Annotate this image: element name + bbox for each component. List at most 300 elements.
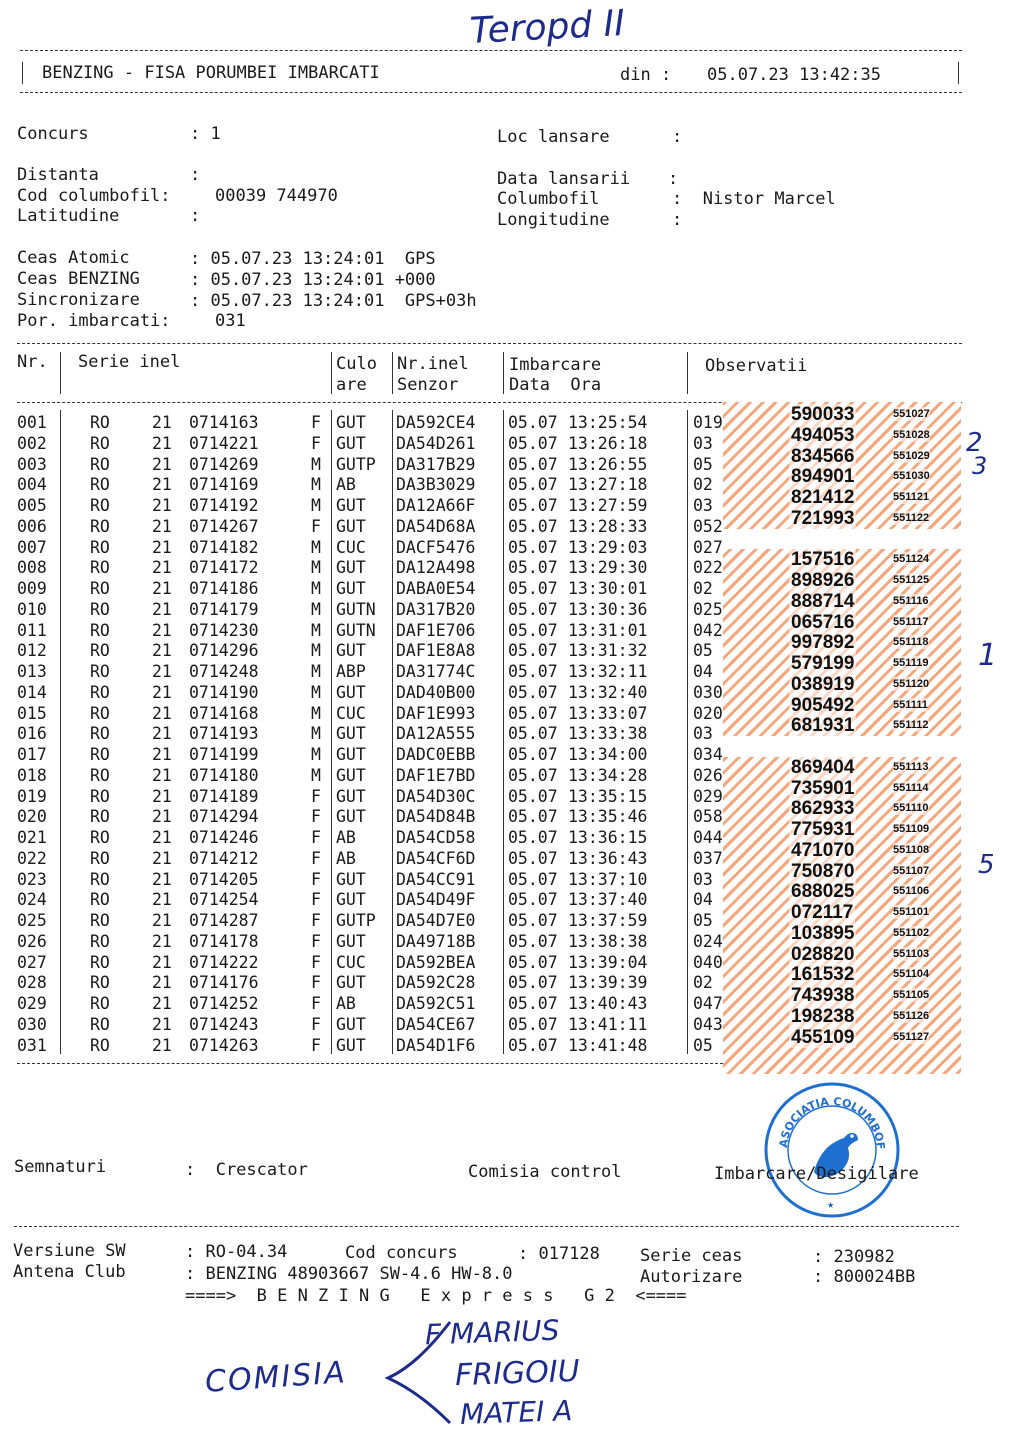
cell-an: 21 [152,911,172,930]
sticker-number: 869404 [791,756,855,778]
cell-senzor: DA12A66F [396,496,476,515]
cell-sex: F [311,807,321,827]
ceas-atomic-label: Ceas Atomic [17,248,130,268]
svg-text:★: ★ [827,1197,835,1211]
cell-nr: 030 [17,1014,47,1034]
cell-tara: RO [90,952,110,972]
sticker-number: 494053 [791,424,855,446]
cell-culoare: GUT [336,1014,366,1034]
cell-tara: RO [90,620,110,640]
cell-tara: RO [90,433,110,453]
cell-senzor: DA54D49F [396,890,476,910]
cell-obs: 047 [693,994,723,1013]
cell-senzor: DA54D261 [396,433,476,453]
cell-nr: 027 [17,952,47,972]
cell-senzor: DA54D7E0 [396,911,476,930]
cell-tara: RO [90,558,110,578]
hdr-sep-5 [687,352,688,394]
cell-senzor: DA54CE67 [396,1014,476,1034]
commission-name-3: MATEI A [459,1394,573,1431]
ring-sticker [723,591,961,612]
cell-sex: M [311,475,321,495]
cell-inel: 0714221 [189,433,259,453]
sticker-number: 821412 [791,487,855,508]
cell-data: 05.07 [508,413,558,432]
cell-senzor: DA49718B [396,931,476,951]
cell-ora: 13:31:32 [568,641,648,661]
cell-senzor: DADC0EBB [396,745,476,764]
ring-sticker [723,881,961,902]
cell-an: 21 [152,641,172,661]
cell-sex: F [311,911,321,930]
sticker-number: 681931 [791,715,855,737]
col-header-imbarcare-1: Imbarcare [509,355,602,375]
cell-ora: 13:31:01 [568,620,648,640]
sticker-serial: 551120 [893,677,930,690]
cell-obs: 020 [693,703,723,723]
cell-obs: 02 [693,973,713,993]
cell-ora: 13:28:33 [568,516,648,536]
sticker-serial: 551127 [893,1030,930,1043]
cell-nr: 024 [17,890,47,910]
cell-tara: RO [90,848,110,868]
cell-sex: M [311,745,321,764]
cell-data: 05.07 [508,454,558,474]
cell-inel: 0714205 [189,869,259,889]
cell-data: 05.07 [508,869,558,889]
sticker-serial: 551108 [893,843,930,856]
cell-nr: 020 [17,807,47,827]
cell-inel: 0714176 [189,973,259,993]
cell-sex: M [311,579,321,598]
cell-an: 21 [152,496,172,515]
col-header-nr: Nr. [17,352,48,372]
commission-name-2: FRIGOIU [454,1353,581,1394]
sticker-number: 198238 [791,1005,855,1027]
col-header-culoare-1: Culo [336,354,377,374]
col-header-imbarcare-2: Data Ora [509,375,602,395]
cell-tara: RO [90,599,110,619]
table-bottom-rule [17,1063,723,1064]
cell-obs: 03 [693,433,713,453]
distanta-value: : [190,165,201,185]
cell-ora: 13:41:11 [568,1014,648,1034]
cell-senzor: DA12A498 [396,558,476,578]
sticker-serial: 551126 [893,1009,930,1022]
serie-ceas-value: : 230982 [813,1247,895,1267]
header-date-value: 05.07.23 13:42:35 [707,65,881,85]
sticker-number: 072117 [791,902,854,923]
cell-an: 21 [152,786,172,806]
margin-mark-5: 5 [978,850,995,880]
cell-obs: 04 [693,662,713,681]
sticker-serial: 551113 [893,760,929,773]
cell-ora: 13:32:40 [568,682,648,702]
footer-top-rule [14,1226,959,1227]
cell-an: 21 [152,828,172,847]
svg-text:ASOCIATIA COLUMBOFILA [762,1080,887,1150]
cell-senzor: DAF1E7BD [396,765,476,785]
cell-an: 21 [152,952,172,972]
cell-obs: 03 [693,496,713,515]
sticker-serial: 551111 [893,698,928,711]
cell-data: 05.07 [508,1035,558,1055]
cell-sex: M [311,620,321,640]
cell-culoare: GUT [336,869,366,889]
cell-data: 05.07 [508,1014,558,1034]
cell-nr: 023 [17,869,47,889]
cell-an: 21 [152,413,172,432]
cell-nr: 028 [17,973,47,993]
serie-ceas-label: Serie ceas [640,1246,743,1266]
cell-culoare: AB [336,475,356,495]
versiune-sw-label: Versiune SW [13,1241,126,1261]
cell-inel: 0714172 [189,558,259,578]
margin-mark-2: 2 [966,428,983,458]
ring-sticker [723,840,961,861]
cell-tara: RO [90,1035,110,1055]
cell-inel: 0714243 [189,1014,259,1034]
latitudine-label: Latitudine [17,206,120,226]
cell-obs: 05 [693,454,713,474]
sticker-serial: 551101 [893,906,930,918]
benzing-express-line: ====> B E N Z I N G E x p r e s s G 2 <==== [185,1286,687,1306]
cell-an: 21 [152,848,172,868]
cell-inel: 0714254 [189,890,259,910]
sticker-serial: 551114 [893,781,929,794]
header-left-border [22,62,23,84]
cell-an: 21 [152,662,172,681]
cell-obs: 03 [693,724,713,744]
ring-sticker [723,757,961,778]
cell-data: 05.07 [508,994,558,1013]
cell-senzor: DABA0E54 [396,579,476,598]
cell-senzor: DA54CF6D [396,848,476,868]
cell-senzor: DA31774C [396,662,476,681]
cell-an: 21 [152,745,172,764]
cell-inel: 0714248 [189,662,259,681]
sticker-serial: 551110 [893,802,929,815]
cell-inel: 0714287 [189,911,259,930]
cell-data: 05.07 [508,579,558,598]
sticker-serial: 551116 [893,594,929,607]
sticker-serial: 551125 [893,574,930,586]
sticker-serial: 551118 [893,636,929,649]
cell-an: 21 [152,765,172,785]
cell-nr: 004 [17,475,47,495]
cell-tara: RO [90,931,110,951]
cell-tara: RO [90,786,110,806]
cell-inel: 0714189 [189,786,259,806]
ring-sticker [723,778,961,799]
data-lansarii-value: : [668,169,679,189]
hdr-sep-1 [60,352,61,394]
sticker-number: 905492 [791,694,855,716]
document-title: BENZING - FISA PORUMBEI IMBARCATI [42,63,380,83]
cell-sex: F [311,413,321,432]
ring-sticker [723,964,961,985]
autorizare-value: : 800024BB [813,1267,916,1287]
cell-obs: 029 [693,786,723,806]
cell-inel: 0714296 [189,641,259,661]
concurs-value: : 1 [190,124,221,144]
cell-inel: 0714199 [189,745,259,764]
cell-an: 21 [152,599,172,619]
autorizare-label: Autorizare [640,1267,743,1287]
data-lansarii-label: Data lansarii [497,169,631,189]
cell-senzor: DA54D1F6 [396,1035,476,1055]
cell-sex: M [311,599,321,619]
cell-inel: 0714179 [189,599,259,619]
cell-obs: 05 [693,911,713,930]
ring-sticker [723,1006,961,1027]
cell-sex: M [311,724,321,744]
cell-sex: M [311,454,321,474]
cell-inel: 0714190 [189,682,259,702]
cell-senzor: DA3B3029 [396,475,476,495]
cell-ora: 13:34:28 [568,765,648,785]
cell-sex: F [311,994,321,1013]
sticker-serial: 551106 [893,885,930,898]
cell-inel: 0714230 [189,620,259,640]
cell-sex: M [311,703,321,723]
cell-data: 05.07 [508,475,558,495]
hdr-sep-3 [392,352,393,394]
cell-data: 05.07 [508,537,558,557]
cell-obs: 02 [693,579,713,598]
loc-lansare-value: : [672,127,683,147]
cell-inel: 0714192 [189,496,259,515]
cell-culoare: GUT [336,724,366,744]
sticker-number: 103895 [791,922,855,944]
cell-culoare: GUT [336,890,366,910]
cell-nr: 001 [17,413,47,432]
cell-ora: 13:38:38 [568,931,648,951]
sticker-number: 688025 [791,881,855,903]
cell-tara: RO [90,869,110,889]
cell-inel: 0714193 [189,724,259,744]
cell-culoare: GUTN [336,599,376,619]
cell-an: 21 [152,620,172,640]
cell-ora: 13:36:43 [568,848,648,868]
col-header-observatii: Observatii [705,356,808,376]
cell-senzor: DA592BEA [396,952,476,972]
cell-sex: F [311,952,321,972]
cell-culoare: GUT [336,516,366,536]
cell-culoare: GUT [336,433,366,453]
cell-sex: F [311,1035,321,1055]
cell-obs: 052 [693,516,723,536]
distanta-label: Distanta [17,165,99,185]
cell-inel: 0714169 [189,475,259,495]
longitudine-label: Longitudine [497,210,610,230]
cell-data: 05.07 [508,745,558,764]
cell-ora: 13:27:18 [568,475,648,495]
margin-mark-1: 1 [978,638,998,673]
cell-obs: 05 [693,1035,713,1055]
ring-sticker [723,612,961,633]
cell-culoare: GUT [336,973,366,993]
cell-data: 05.07 [508,786,558,806]
cell-tara: RO [90,579,110,598]
sticker-number: 065716 [791,611,855,633]
cell-an: 21 [152,433,172,453]
sticker-number: 750870 [791,860,855,882]
ceas-benzing-label: Ceas BENZING [17,269,140,289]
cell-culoare: AB [336,848,356,868]
cell-obs: 024 [693,931,723,951]
cod-concurs-value: : 017128 [518,1244,600,1264]
sincronizare-label: Sincronizare [17,290,140,310]
ring-sticker [723,1027,961,1048]
versiune-sw-value: : RO-04.34 [185,1242,288,1262]
stamp-icon [762,1080,902,1220]
ceas-benzing-value: : 05.07.23 13:24:01 +000 [190,270,436,290]
cell-data: 05.07 [508,890,558,910]
concurs-label: Concurs [17,124,89,144]
sticker-serial: 551117 [893,615,929,628]
sticker-number: 735901 [791,777,855,799]
cell-tara: RO [90,537,110,557]
sticker-serial: 551119 [893,657,929,669]
cell-data: 05.07 [508,828,558,847]
cell-ora: 13:25:54 [568,413,648,432]
cell-nr: 031 [17,1035,47,1055]
cell-ora: 13:29:03 [568,537,648,557]
cell-ora: 13:35:46 [568,807,648,827]
sticker-number: 743938 [791,985,855,1006]
cod-columbofil-label: Cod columbofil: [17,186,171,206]
cell-nr: 019 [17,786,47,806]
cell-ora: 13:39:39 [568,973,648,993]
cell-obs: 05 [693,641,713,661]
cod-concurs-label: Cod concurs [345,1243,458,1263]
cell-culoare: GUT [336,413,366,432]
cell-data: 05.07 [508,599,558,619]
cell-senzor: DA317B20 [396,599,476,619]
cell-tara: RO [90,828,110,847]
cell-obs: 034 [693,745,723,764]
sticker-serial: 551102 [893,926,930,939]
cell-data: 05.07 [508,931,558,951]
cell-tara: RO [90,703,110,723]
cell-culoare: CUC [336,952,366,972]
cell-tara: RO [90,724,110,744]
cell-inel: 0714269 [189,454,259,474]
cell-an: 21 [152,475,172,495]
cell-an: 21 [152,516,172,536]
cell-sex: F [311,786,321,806]
cell-inel: 0714252 [189,994,259,1013]
comisia-control-label: Comisia control [468,1162,622,1182]
cell-an: 21 [152,682,172,702]
cell-sex: F [311,869,321,889]
cell-an: 21 [152,703,172,723]
cell-senzor: DACF5476 [396,537,476,557]
cell-culoare: ABP [336,662,366,681]
cell-sex: M [311,765,321,785]
cell-ora: 13:26:18 [568,433,648,453]
porumbei-imbarcati-value: 031 [215,311,246,331]
header-bottom-rule [20,92,962,93]
cell-nr: 008 [17,558,47,578]
cell-culoare: GUT [336,1035,366,1055]
cell-tara: RO [90,745,110,764]
cell-obs: 043 [693,1014,723,1034]
cell-ora: 13:37:10 [568,869,648,889]
col-header-nrinel-1: Nr.inel [397,354,469,374]
semnaturi-label: Semnaturi [14,1157,107,1177]
cell-data: 05.07 [508,641,558,661]
cell-obs: 030 [693,682,723,702]
cell-tara: RO [90,662,110,681]
ring-sticker [723,466,961,487]
sticker-serial: 551030 [893,470,930,483]
cell-data: 05.07 [508,682,558,702]
cell-senzor: DAF1E706 [396,620,476,640]
cell-nr: 026 [17,931,47,951]
sticker-serial: 551124 [893,553,930,566]
stamp-text: ASOCIATIA COLUMBOF [776,1094,888,1151]
cell-inel: 0714168 [189,703,259,723]
margin-mark-3: 3 [972,452,988,480]
cell-obs: 044 [693,828,723,847]
cell-culoare: GUTN [336,620,376,640]
cell-ora: 13:33:38 [568,724,648,744]
crescator-label: : Crescator [185,1160,308,1180]
cell-nr: 009 [17,579,47,598]
cell-ora: 13:34:00 [568,745,648,764]
cell-senzor: DAF1E993 [396,703,476,723]
cell-data: 05.07 [508,703,558,723]
cell-tara: RO [90,496,110,515]
commission-signature-word: COMISIA [203,1355,348,1400]
cell-culoare: GUT [336,786,366,806]
handwritten-title: Teropd II [469,2,626,53]
cell-sex: F [311,516,321,536]
cell-culoare: CUC [336,703,366,723]
cell-nr: 015 [17,703,47,723]
col-header-nrinel-2: Senzor [397,375,459,395]
header-top-rule [20,50,962,51]
cell-tara: RO [90,765,110,785]
cell-senzor: DA592C28 [396,973,476,993]
sticker-serial: 551029 [893,449,930,462]
cell-sex: F [311,433,321,453]
loc-lansare-label: Loc lansare [497,127,610,147]
table-top-rule [17,343,962,344]
sticker-number: 161532 [791,964,855,986]
sticker-number: 997892 [791,632,855,654]
longitudine-value: : [672,210,683,230]
cell-data: 05.07 [508,911,558,930]
cell-nr: 002 [17,433,47,453]
cell-an: 21 [152,1014,172,1034]
cell-inel: 0714222 [189,952,259,972]
sincronizare-value: : 05.07.23 13:24:01 GPS+03h [190,291,477,311]
sticker-number: 471070 [791,839,855,861]
cell-ora: 13:39:04 [568,952,648,972]
cell-tara: RO [90,475,110,495]
cell-culoare: GUT [336,641,366,661]
sticker-number: 862933 [791,798,855,820]
cell-data: 05.07 [508,662,558,681]
cell-ora: 13:33:07 [568,703,648,723]
cell-senzor: DA12A555 [396,724,476,744]
cell-culoare: GUT [336,745,366,764]
cell-inel: 0714263 [189,1035,259,1055]
sticker-strip [723,402,961,1074]
